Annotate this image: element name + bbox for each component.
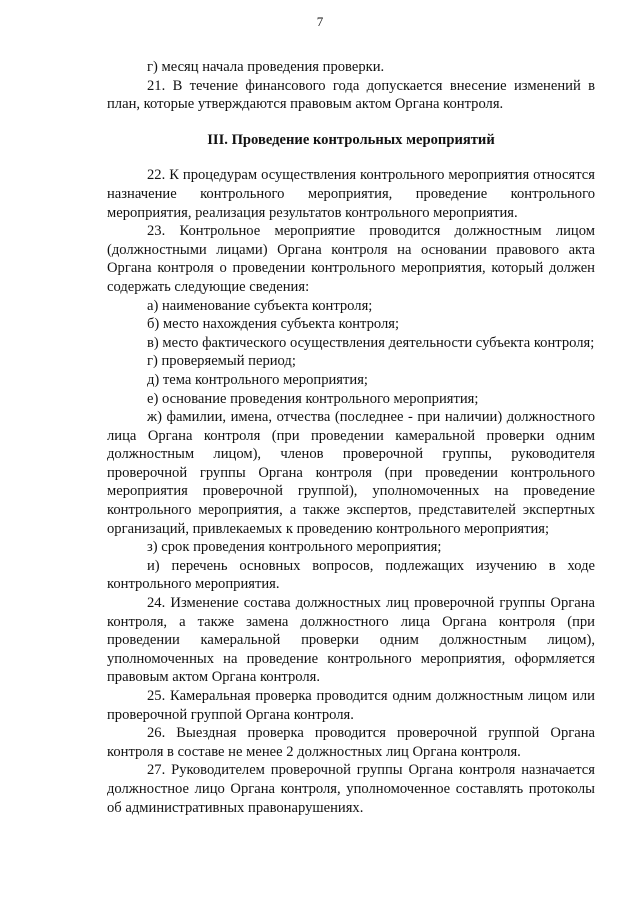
list-item-v: в) место фактического осуществления деятельности субъекта контроля; bbox=[147, 334, 595, 351]
list-item-i: и) перечень основных вопросов, подлежащих изучению в ходе контрольного мероприятия. bbox=[107, 557, 595, 593]
paragraph-22: 22. К процедурам осуществления контрольного мероприятия относятся назначение контрольного мероприятия, проведение контрольного мероприятия, реализация результатов контрольного мероприятия. bbox=[107, 167, 595, 221]
list-item-d: д) тема контрольного мероприятия; bbox=[147, 371, 368, 388]
paragraph-23: 23. Контрольное мероприятие проводится должностным лицом (должностными лицами) Органа контроля на основании правового акта Органа контроля о проведении контрольного мероприятия, который должен содержать следующие сведения: bbox=[107, 223, 595, 295]
section-heading: III. Проведение контрольных мероприятий bbox=[207, 131, 495, 148]
list-item-g: г) проверяемый период; bbox=[147, 353, 296, 370]
list-item-a: а) наименование субъекта контроля; bbox=[147, 297, 373, 314]
paragraph-24: 24. Изменение состава должностных лиц проверочной группы Органа контроля, а также замена должностного лица Органа контроля (при проведении камеральной проверки одним должностным лицом), уполномоченных на проведение контрольного мероприятия, оформляется правовым актом Органа контроля. bbox=[107, 595, 595, 686]
list-item-e: е) основание проведения контрольного мероприятия; bbox=[147, 390, 479, 407]
list-item-b: б) место нахождения субъекта контроля; bbox=[147, 316, 400, 333]
paragraph-21: 21. В течение финансового года допускается внесение изменений в план, которые утверждаются правовым актом Органа контроля. bbox=[107, 77, 595, 113]
paragraph-25: 25. Камеральная проверка проводится одним должностным лицом или проверочной группой Органа контроля. bbox=[107, 688, 595, 723]
page-number: 7 bbox=[316, 14, 324, 29]
paragraph-month-of-inspection: г) месяц начала проведения проверки. bbox=[147, 59, 385, 75]
list-item-zh: ж) фамилии, имена, отчества (последнее - при наличии) должностного лица Органа контроля (при проведении камеральной проверки одним должностным лицом), членов проверочной группы, руководителя проверочной группы Органа контроля (при проведении контрольного мероприятия проверочной группой), уполномоченных на проведение контрольного мероприятия, а также экспертов, представителей экспертных организаций, привлекаемых к проведению контрольного мероприятия; bbox=[107, 409, 595, 537]
paragraph-26: 26. Выездная проверка проводится проверочной группой Органа контроля в составе не менее 2 должностных лиц Органа контроля. bbox=[107, 725, 595, 760]
list-item-z: з) срок проведения контрольного мероприятия; bbox=[147, 539, 442, 556]
document-body bbox=[107, 58, 595, 817]
paragraph-27: 27. Руководителем проверочной группы Органа контроля назначается должностное лицо Органа контроля, уполномоченное составлять протоколы об административных правонарушениях. bbox=[107, 762, 595, 816]
